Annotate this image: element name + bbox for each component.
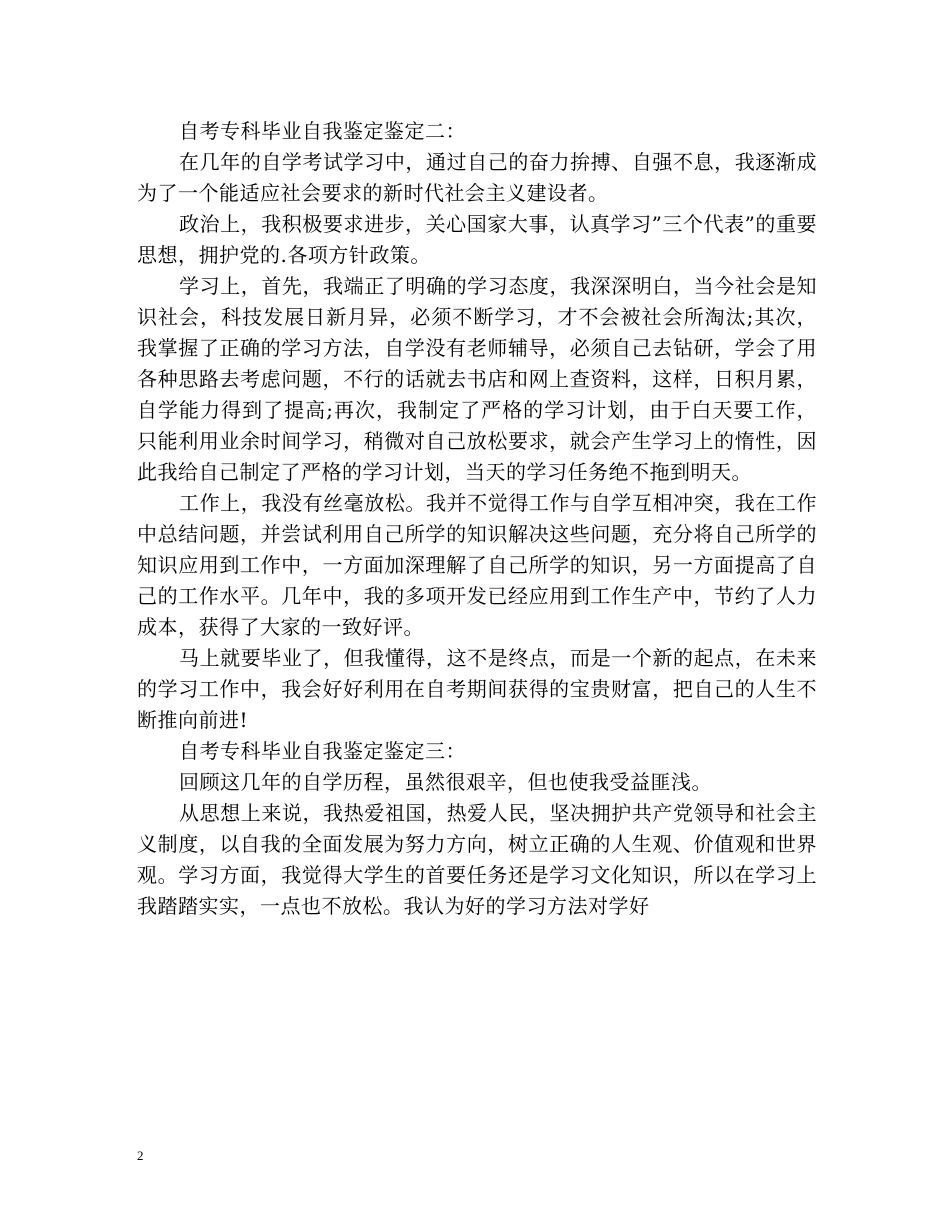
section-heading-3: 自考专科毕业自我鉴定鉴定三： xyxy=(179,739,466,763)
document-body xyxy=(137,116,817,922)
section-heading-2: 自考专科毕业自我鉴定鉴定二： xyxy=(179,119,466,143)
paragraph-review: 回顾这几年的自学历程，虽然很艰辛，但也使我受益匪浅。 xyxy=(179,770,712,794)
paragraph-study: 学习上，首先，我端正了明确的学习态度，我深深明白，当今社会是知识社会，科技发展日新月异，必须不断学习，才不会被社会所淘汰;其次，我掌握了正确的学习方法，自学没有老师辅导，必须自己去钻研，学会了用各种思路去考虑问题，不行的话就去书店和网上查资料，这样，日积月累，自学能力得到了提高;再次，我制定了严格的学习计划，由于白天要工作，只能利用业余时间学习，稍微对自己放松要求，就会产生学习上的惰性，因此我给自己制定了严格的学习计划，当天的学习任务绝不拖到明天。 xyxy=(137,274,817,484)
paragraph-intro: 在几年的自学考试学习中，通过自己的奋力拚搏、自强不息，我逐渐成为了一个能适应社会要求的新时代社会主义建设者。 xyxy=(137,150,817,205)
page-number: 2 xyxy=(137,1148,144,1163)
paragraph-work: 工作上，我没有丝毫放松。我并不觉得工作与自学互相冲突，我在工作中总结问题，并尝试利用自己所学的知识解决这些问题，充分将自己所学的知识应用到工作中，一方面加深理解了自己所学的知识，另一方面提高了自己的工作水平。几年中，我的多项开发已经应用到工作生产中，节约了人力成本，获得了大家的一致好评。 xyxy=(137,491,817,639)
paragraph-graduation: 马上就要毕业了，但我懂得，这不是终点，而是一个新的起点，在未来的学习工作中，我会好好利用在自考期间获得的宝贵财富，把自己的人生不断推向前进! xyxy=(137,646,817,732)
paragraph-politics: 政治上，我积极要求进步，关心国家大事，认真学习”三个代表”的重要思想，拥护党的.各项方针政策。 xyxy=(137,212,817,267)
paragraph-thought: 从思想上来说，我热爱祖国，热爱人民，坚决拥护共产党领导和社会主义制度，以自我的全面发展为努力方向，树立正确的人生观、价值观和世界观。学习方面，我觉得大学生的首要任务还是学习文化知识，所以在学习上我踏踏实实，一点也不放松。我认为好的学习方法对学好 xyxy=(137,801,817,918)
